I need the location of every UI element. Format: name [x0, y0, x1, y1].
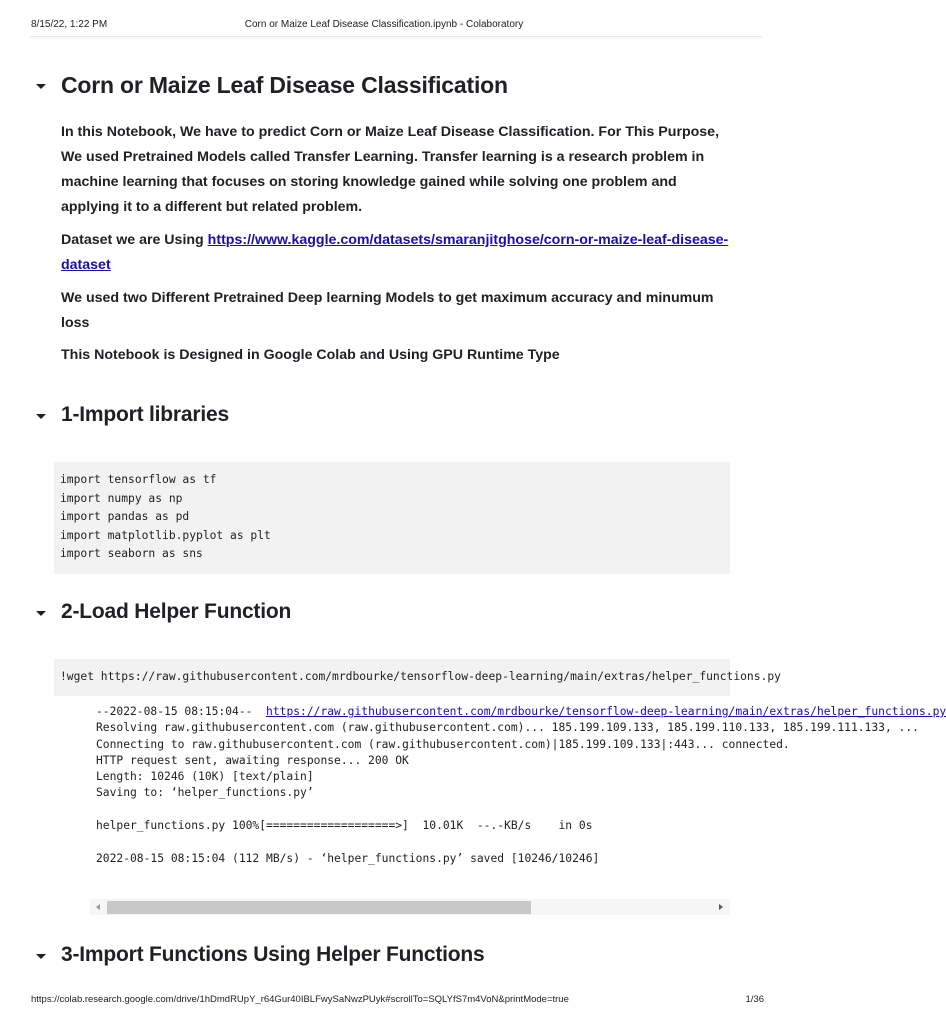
notebook-title: Corn or Maize Leaf Disease Classification [61, 72, 508, 98]
section-import-functions[interactable] [36, 943, 484, 967]
collapse-caret-icon[interactable] [36, 414, 46, 419]
scrollbar-thumb[interactable] [107, 901, 531, 914]
models-paragraph: We used two Different Pretrained Deep learning Models to get maximum accuracy and minumum loss [61, 290, 714, 331]
section-import-libraries[interactable] [36, 403, 229, 427]
print-header [0, 0, 768, 36]
code-text[interactable]: !wget https://raw.githubusercontent.com/mrdbourke/tensorflow-deep-learning/main/extras/helper_functions.py [60, 670, 781, 683]
notebook-title-section[interactable] [36, 72, 508, 99]
colab-paragraph: This Notebook is Designed in Google Colab and Using GPU Runtime Type [61, 347, 560, 363]
output-link[interactable]: https://raw.githubusercontent.com/mrdbourke/tensorflow-deep-learning/main/extras/helper_functions.py [266, 705, 946, 718]
dataset-paragraph [61, 228, 729, 278]
intro-paragraph: In this Notebook, We have to predict Corn or Maize Leaf Disease Classification. For This Purpose, We used Pretrained Models called Transfer Learning. Transfer learning is a research problem in machine learning that focuses on storing knowledge gained while solving one problem and applying it to a different but related problem. [61, 124, 720, 215]
code-cell-imports[interactable] [54, 462, 730, 574]
header-divider [30, 36, 762, 37]
collapse-caret-icon[interactable] [36, 84, 46, 89]
dataset-link[interactable]: https://www.kaggle.com/datasets/smaranjitghose/corn-or-maize-leaf-disease-dataset [61, 232, 729, 273]
section-heading: 1-Import libraries [61, 403, 229, 426]
output-text [54, 704, 946, 867]
footer-url: https://colab.research.google.com/drive/1hDmdRUpY_r64Gur40IBLFwySaNwzPUyk#scrollTo=SQLYfS7m4VoN&printMode=true [31, 994, 569, 1005]
code-text[interactable]: import tensorflow as tf import numpy as np import pandas as pd import matplotlib.pyplot as plt import seaborn as sns [60, 473, 271, 561]
dataset-prefix: Dataset we are Using [61, 232, 208, 248]
scroll-left-arrow-icon[interactable] [96, 904, 100, 910]
section-load-helper[interactable] [36, 600, 291, 624]
cell-output [54, 704, 946, 892]
output-log: Resolving raw.githubusercontent.com (raw.githubusercontent.com)... 185.199.109.133, 185.199.110.133, 185.199.111.133, ... Connecting to raw.githubusercontent.com (raw.githubusercontent.com)|185.199.109.133|:443... connected. HTTP request sent, awaiting response... 200 OK Length: 10246 (10K) [text/plain] Saving to: ‘helper_functions.py’ helper_functions.py 100%[===================>] 10.01K --.-KB/s in 0s 2022-08-15 08:15:04 (112 MB/s) - ‘helper_functions.py’ saved [10246/10246] [96, 721, 919, 865]
output-line-prefix: --2022-08-15 08:15:04-- [96, 705, 267, 718]
collapse-caret-icon[interactable] [36, 611, 46, 616]
collapse-caret-icon[interactable] [36, 954, 46, 959]
output-horizontal-scrollbar[interactable] [90, 899, 730, 915]
code-cell-wget[interactable] [54, 659, 781, 696]
page-indicator: 1/36 [745, 994, 764, 1005]
intro-markdown-cell[interactable] [61, 120, 729, 368]
scroll-right-arrow-icon[interactable] [719, 904, 723, 910]
document-title: Corn or Maize Leaf Disease Classification.ipynb - Colaboratory [244, 19, 524, 30]
section-heading: 2-Load Helper Function [61, 600, 292, 623]
section-heading: 3-Import Functions Using Helper Functions [61, 943, 485, 966]
print-datetime: 8/15/22, 1:22 PM [31, 19, 108, 30]
